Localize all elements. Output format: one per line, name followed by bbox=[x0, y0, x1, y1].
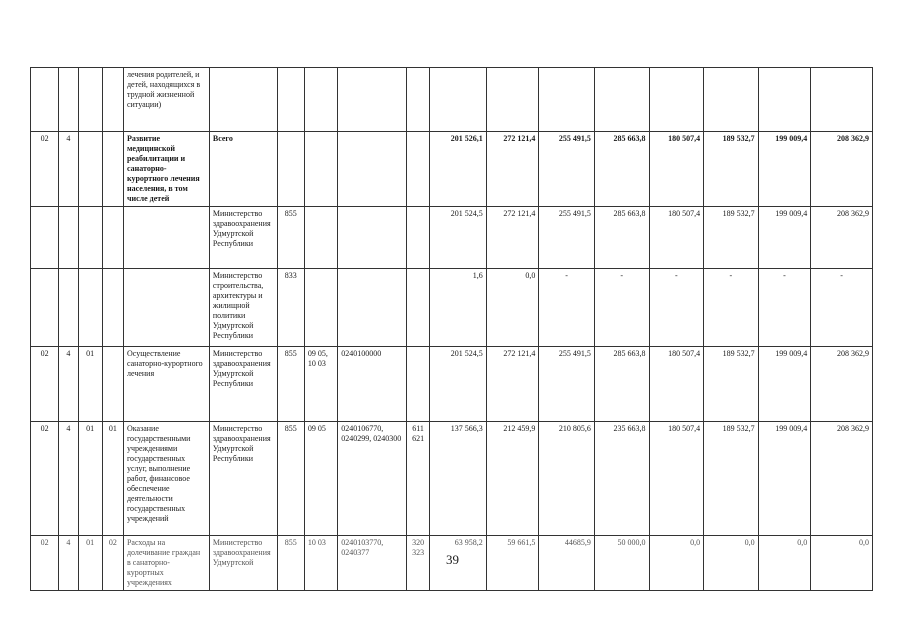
responsible-executor-cell: Всего bbox=[209, 132, 277, 207]
main-event-code-cell bbox=[78, 68, 102, 132]
amount-cell bbox=[704, 68, 759, 132]
amount-cell bbox=[594, 68, 649, 132]
event-code-cell bbox=[102, 68, 123, 132]
amount-cell: 0,0 bbox=[758, 536, 811, 591]
gp-code-cell bbox=[31, 207, 59, 269]
amount-cell bbox=[758, 68, 811, 132]
amount-cell: 180 507,4 bbox=[649, 347, 704, 422]
main-event-code-cell: 01 bbox=[78, 347, 102, 422]
event-code-cell: 02 bbox=[102, 536, 123, 591]
expense-type-code-cell: 611 621 bbox=[406, 422, 429, 536]
amount-cell: 180 507,4 bbox=[649, 207, 704, 269]
event-code-cell bbox=[102, 347, 123, 422]
expense-type-code-cell bbox=[406, 207, 429, 269]
amount-cell: 189 532,7 bbox=[704, 207, 759, 269]
target-article-code-cell bbox=[338, 269, 407, 347]
amount-cell bbox=[430, 68, 487, 132]
amount-cell: 272 121,4 bbox=[486, 347, 539, 422]
grbs-code-cell: 855 bbox=[277, 536, 304, 591]
section-code-cell bbox=[304, 68, 337, 132]
grbs-code-cell: 855 bbox=[277, 347, 304, 422]
amount-cell: - bbox=[704, 269, 759, 347]
target-article-code-cell: 0240100000 bbox=[338, 347, 407, 422]
subprogram-code-cell bbox=[59, 68, 78, 132]
amount-cell: - bbox=[649, 269, 704, 347]
amount-cell: 272 121,4 bbox=[486, 207, 539, 269]
event-name-cell: Расходы на долечивание граждан в санаторно-курортных учреждениях bbox=[123, 536, 209, 591]
amount-cell: 0,0 bbox=[649, 536, 704, 591]
responsible-executor-cell: Министерство здравоохранения Удмуртской Республики bbox=[209, 207, 277, 269]
main-event-code-cell bbox=[78, 269, 102, 347]
subprogram-code-cell: 4 bbox=[59, 422, 78, 536]
section-code-cell: 10 03 bbox=[304, 536, 337, 591]
amount-cell: 189 532,7 bbox=[704, 422, 759, 536]
target-article-code-cell bbox=[338, 132, 407, 207]
amount-cell: 199 009,4 bbox=[758, 347, 811, 422]
amount-cell: 285 663,8 bbox=[594, 347, 649, 422]
amount-cell: - bbox=[539, 269, 595, 347]
responsible-executor-cell: Министерство строительства, архитектуры и жилищной политики Удмуртской Республики bbox=[209, 269, 277, 347]
amount-cell: 255 491,5 bbox=[539, 207, 595, 269]
budget-table bbox=[30, 67, 873, 591]
gp-code-cell: 02 bbox=[31, 132, 59, 207]
subprogram-code-cell: 4 bbox=[59, 132, 78, 207]
section-code-cell bbox=[304, 207, 337, 269]
amount-cell: 0,0 bbox=[704, 536, 759, 591]
target-article-code-cell: 0240106770, 0240299, 0240300 bbox=[338, 422, 407, 536]
responsible-executor-cell: Министерство здравоохранения Удмуртской Республики bbox=[209, 347, 277, 422]
grbs-code-cell: 855 bbox=[277, 422, 304, 536]
section-code-cell: 09 05, 10 03 bbox=[304, 347, 337, 422]
amount-cell bbox=[811, 68, 873, 132]
subprogram-code-cell bbox=[59, 207, 78, 269]
amount-cell: 44685,9 bbox=[539, 536, 595, 591]
event-code-cell bbox=[102, 207, 123, 269]
amount-cell: 0,0 bbox=[486, 269, 539, 347]
amount-cell: 235 663,8 bbox=[594, 422, 649, 536]
table-row bbox=[31, 68, 873, 132]
amount-cell: 199 009,4 bbox=[758, 132, 811, 207]
amount-cell: 285 663,8 bbox=[594, 132, 649, 207]
amount-cell: 255 491,5 bbox=[539, 347, 595, 422]
gp-code-cell bbox=[31, 68, 59, 132]
amount-cell: 0,0 bbox=[811, 536, 873, 591]
amount-cell: 199 009,4 bbox=[758, 207, 811, 269]
gp-code-cell bbox=[31, 269, 59, 347]
amount-cell: 285 663,8 bbox=[594, 207, 649, 269]
table-row bbox=[31, 347, 873, 422]
amount-cell: - bbox=[811, 269, 873, 347]
amount-cell: 210 805,6 bbox=[539, 422, 595, 536]
subprogram-code-cell: 4 bbox=[59, 536, 78, 591]
amount-cell: 180 507,4 bbox=[649, 422, 704, 536]
section-code-cell bbox=[304, 132, 337, 207]
target-article-code-cell: 0240103770, 0240377 bbox=[338, 536, 407, 591]
expense-type-code-cell: 320 323 bbox=[406, 536, 429, 591]
amount-cell: 63 958,2 bbox=[430, 536, 487, 591]
target-article-code-cell bbox=[338, 68, 407, 132]
responsible-executor-cell: Министерство здравоохранения Удмуртской Республики bbox=[209, 422, 277, 536]
grbs-code-cell: 855 bbox=[277, 207, 304, 269]
main-event-code-cell: 01 bbox=[78, 422, 102, 536]
amount-cell: 201 526,1 bbox=[430, 132, 487, 207]
event-name-cell bbox=[123, 269, 209, 347]
table-row bbox=[31, 269, 873, 347]
amount-cell bbox=[539, 68, 595, 132]
section-code-cell bbox=[304, 269, 337, 347]
amount-cell: 59 661,5 bbox=[486, 536, 539, 591]
amount-cell: 208 362,9 bbox=[811, 347, 873, 422]
expense-type-code-cell bbox=[406, 347, 429, 422]
grbs-code-cell bbox=[277, 68, 304, 132]
responsible-executor-cell bbox=[209, 68, 277, 132]
amount-cell: 189 532,7 bbox=[704, 347, 759, 422]
amount-cell: 201 524,5 bbox=[430, 207, 487, 269]
target-article-code-cell bbox=[338, 207, 407, 269]
responsible-executor-cell: Министерство здравоохранения Удмуртской bbox=[209, 536, 277, 591]
section-code-cell: 09 05 bbox=[304, 422, 337, 536]
subprogram-code-cell: 4 bbox=[59, 347, 78, 422]
amount-cell: 1,6 bbox=[430, 269, 487, 347]
amount-cell: - bbox=[758, 269, 811, 347]
amount-cell: 212 459,9 bbox=[486, 422, 539, 536]
expense-type-code-cell bbox=[406, 269, 429, 347]
table-row bbox=[31, 422, 873, 536]
amount-cell: - bbox=[594, 269, 649, 347]
amount-cell: 208 362,9 bbox=[811, 422, 873, 536]
amount-cell: 199 009,4 bbox=[758, 422, 811, 536]
expense-type-code-cell bbox=[406, 132, 429, 207]
gp-code-cell: 02 bbox=[31, 347, 59, 422]
table-row bbox=[31, 207, 873, 269]
event-name-cell: Оказание государственными учреждениями государственных услуг, выполнение работ, финансовое обеспечение деятельности государственных учреждений bbox=[123, 422, 209, 536]
event-code-cell bbox=[102, 269, 123, 347]
event-name-cell: лечения родителей, и детей, находящихся в трудной жизненной ситуации) bbox=[123, 68, 209, 132]
amount-cell: 272 121,4 bbox=[486, 132, 539, 207]
gp-code-cell: 02 bbox=[31, 536, 59, 591]
event-name-cell: Осуществление санаторно-курортного лечения bbox=[123, 347, 209, 422]
event-name-cell bbox=[123, 207, 209, 269]
amount-cell: 208 362,9 bbox=[811, 207, 873, 269]
event-code-cell: 01 bbox=[102, 422, 123, 536]
amount-cell: 255 491,5 bbox=[539, 132, 595, 207]
grbs-code-cell bbox=[277, 132, 304, 207]
amount-cell: 208 362,9 bbox=[811, 132, 873, 207]
main-event-code-cell bbox=[78, 132, 102, 207]
table-row bbox=[31, 132, 873, 207]
amount-cell: 137 566,3 bbox=[430, 422, 487, 536]
main-event-code-cell bbox=[78, 207, 102, 269]
event-name-cell: Развитие медицинской реабилитации и санаторно-курортного лечения населения, в том числе детей bbox=[123, 132, 209, 207]
subprogram-code-cell bbox=[59, 269, 78, 347]
event-code-cell bbox=[102, 132, 123, 207]
gp-code-cell: 02 bbox=[31, 422, 59, 536]
amount-cell: 189 532,7 bbox=[704, 132, 759, 207]
main-event-code-cell: 01 bbox=[78, 536, 102, 591]
amount-cell bbox=[649, 68, 704, 132]
expense-type-code-cell bbox=[406, 68, 429, 132]
page-number: 39 bbox=[446, 552, 459, 567]
amount-cell: 50 000,0 bbox=[594, 536, 649, 591]
grbs-code-cell: 833 bbox=[277, 269, 304, 347]
amount-cell bbox=[486, 68, 539, 132]
amount-cell: 180 507,4 bbox=[649, 132, 704, 207]
amount-cell: 201 524,5 bbox=[430, 347, 487, 422]
